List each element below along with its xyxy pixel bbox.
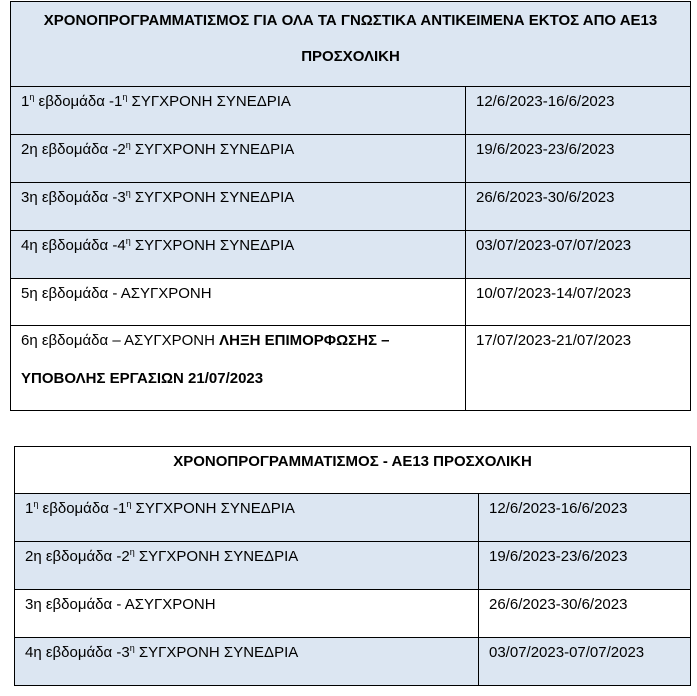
week-cell: 2η εβδομάδα $-2^\eta$ ΣΥΓΧΡΟΝΗ ΣΥΝΕΔΡΙΑ [11,135,466,183]
table-row [11,135,691,183]
table-title: ΧΡΟΝΟΠΡΟΓΡΑΜΜΑΤΙΣΜΟΣ - ΑΕ13 ΠΡΟΣΧΟΛΙΚΗ [173,453,532,470]
week-cell: 3η εβδομάδα $-3^\eta$ ΣΥΓΧΡΟΝΗ ΣΥΝΕΔΡΙΑ [11,183,466,231]
dates-cell: 26/6/2023-30/6/2023 [466,183,691,231]
table-row [11,326,691,411]
week-cell: $1^\eta$ εβδομάδα $-1^\eta$ ΣΥΓΧΡΟΝΗ ΣΥΝΕΔΡΙΑ [11,87,466,135]
week-cell: 4η εβδομάδα $-4^\eta$ ΣΥΓΧΡΟΝΗ ΣΥΝΕΔΡΙΑ [11,231,466,279]
dates-cell: 03/07/2023-07/07/2023 [479,638,691,686]
table-row [11,87,691,135]
dates-cell: 19/6/2023-23/6/2023 [466,135,691,183]
table-title: ΧΡΟΝΟΠΡΟΓΡΑΜΜΑΤΙΣΜΟΣ ΓΙΑ ΟΛΑ ΤΑ ΓΝΩΣΤΙΚΑ ΑΝΤΙΚΕΙΜΕΝΑ ΕΚΤΟΣ ΑΠΟ ΑΕ13 [43,12,658,29]
schedule-table-all-subjects [10,1,691,411]
table-row [15,638,691,686]
table-row [15,542,691,590]
week-cell: 5η εβδομάδα - ΑΣΥΓΧΡΟΝΗ [11,279,466,326]
table-header [15,447,691,494]
table-subtitle: ΠΡΟΣΧΟΛΙΚΗ [301,48,400,65]
table-row [11,183,691,231]
dates-cell: 03/07/2023-07/07/2023 [466,231,691,279]
week-cell: 4η εβδομάδα $-3^\eta$ ΣΥΓΧΡΟΝΗ ΣΥΝΕΔΡΙΑ [15,638,479,686]
table-row [11,279,691,326]
table-header [11,2,691,87]
week-cell: 6η εβδομάδα – ΑΣΥΓΧΡΟΝΗ ΛΗΞΗ ΕΠΙΜΟΡΦΩΣΗΣ – ΥΠΟΒΟΛΗΣ ΕΡΓΑΣΙΩΝ 21/07/2023 [11,326,466,411]
dates-cell: 10/07/2023-14/07/2023 [466,279,691,326]
dates-cell: 12/6/2023-16/6/2023 [479,494,691,542]
week-cell: $1^\eta$ εβδομάδα $-1^\eta$ ΣΥΓΧΡΟΝΗ ΣΥΝΕΔΡΙΑ [15,494,479,542]
dates-cell: 12/6/2023-16/6/2023 [466,87,691,135]
week-cell: 2η εβδομάδα $-2^\eta$ ΣΥΓΧΡΟΝΗ ΣΥΝΕΔΡΙΑ [15,542,479,590]
table-row [15,590,691,638]
schedule-table-ae13 [14,446,691,686]
dates-cell: 19/6/2023-23/6/2023 [479,542,691,590]
table-row [11,231,691,279]
table-row [15,494,691,542]
dates-cell: 17/07/2023-21/07/2023 [466,326,691,411]
dates-cell: 26/6/2023-30/6/2023 [479,590,691,638]
week-cell: 3η εβδομάδα - ΑΣΥΓΧΡΟΝΗ [15,590,479,638]
